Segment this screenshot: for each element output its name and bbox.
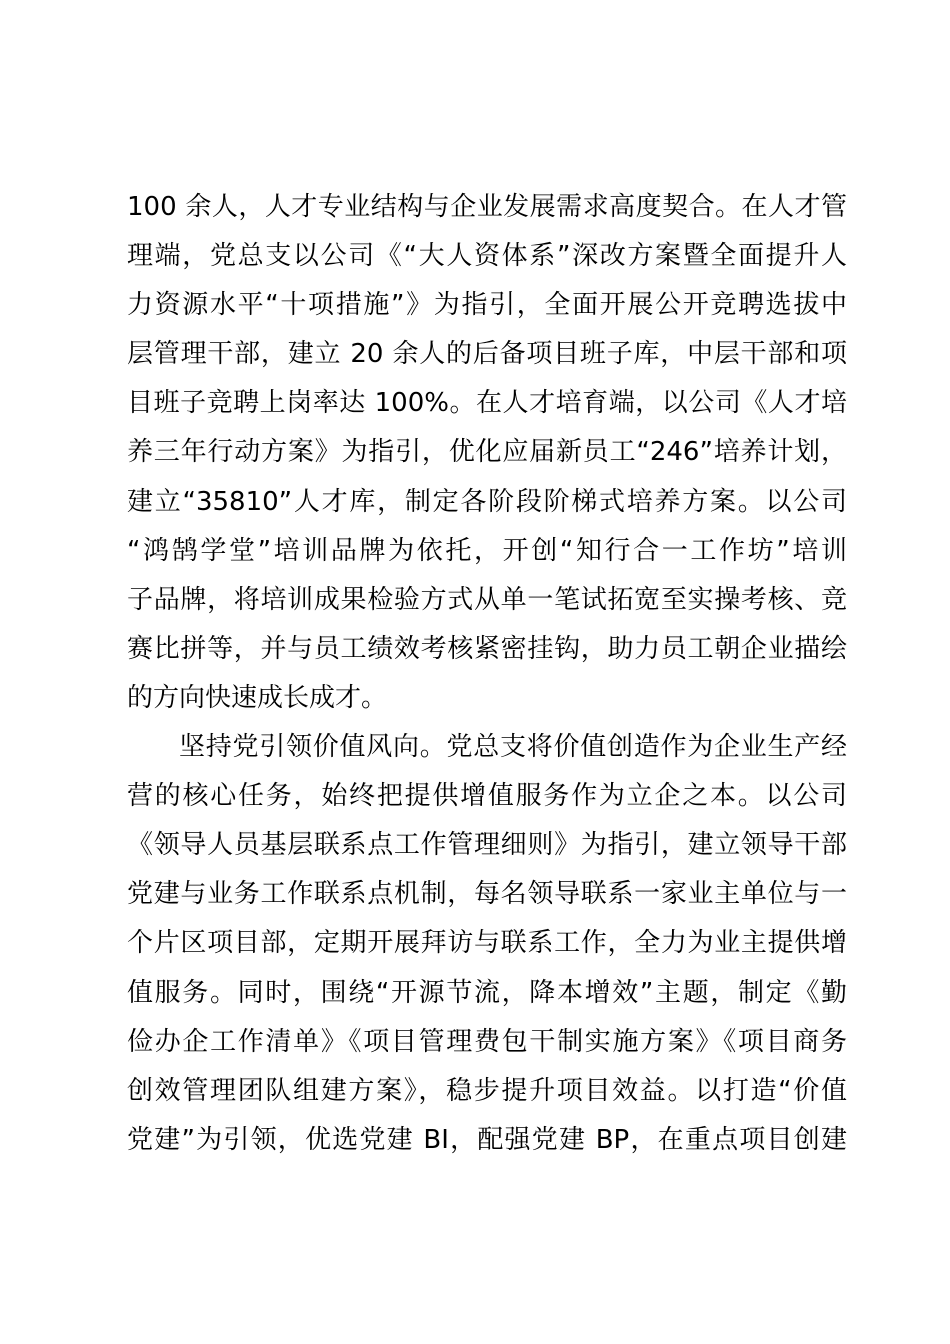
text-line: 坚持党引领价值风向。党总支将价值创造作为企业生产经 <box>179 732 847 763</box>
text-line: 力资源水平“十项措施”》为指引，全面开展公开竞聘选拔中 <box>127 290 847 321</box>
text-line: 党建与业务工作联系点机制，每名领导联系一家业主单位与一 <box>127 879 847 910</box>
text-line: 目班子竞聘上岗率达 100%。在人才培育端，以公司《人才培 <box>127 388 847 419</box>
text-line: 的方向快速成长成才。 <box>127 682 388 713</box>
text-line: 建立“35810”人才库，制定各阶段阶梯式培养方案。以公司 <box>127 486 847 517</box>
text-line: 子品牌，将培训成果检验方式从单一笔试拓宽至实操考核、竞 <box>127 584 847 615</box>
text-line: 100 余人，人才专业结构与企业发展需求高度契合。在人才管 <box>127 192 847 222</box>
text-line: 养三年行动方案》为指引，优化应届新员工“246”培养计划， <box>127 437 847 468</box>
text-line: 党建”为引领，优选党建 BI，配强党建 BP，在重点项目创建 <box>127 1124 847 1155</box>
body-text <box>127 183 847 1165</box>
text-line: 赛比拼等，并与员工绩效考核紧密挂钩，助力员工朝企业描绘 <box>127 633 847 664</box>
text-line: 俭办企工作清单》《项目管理费包干制实施方案》《项目商务 <box>127 1026 847 1057</box>
text-line: 营的核心任务，始终把提供增值服务作为立企之本。以公司 <box>127 781 847 812</box>
text-line: “鸿鹄学堂”培训品牌为依托，开创“知行合一工作坊”培训 <box>127 535 847 566</box>
text-line: 理端，党总支以公司《“大人资体系”深改方案暨全面提升人 <box>127 241 847 272</box>
text-line: 值服务。同时，围绕“开源节流，降本增效”主题，制定《勤 <box>127 977 847 1008</box>
text-line: 《领导人员基层联系点工作管理细则》为指引，建立领导干部 <box>127 830 847 861</box>
text-line: 层管理干部，建立 20 余人的后备项目班子库，中层干部和项 <box>127 339 847 370</box>
text-line: 个片区项目部，定期开展拜访与联系工作，全力为业主提供增 <box>127 928 847 959</box>
text-line: 创效管理团队组建方案》，稳步提升项目效益。以打造“价值 <box>127 1075 847 1106</box>
